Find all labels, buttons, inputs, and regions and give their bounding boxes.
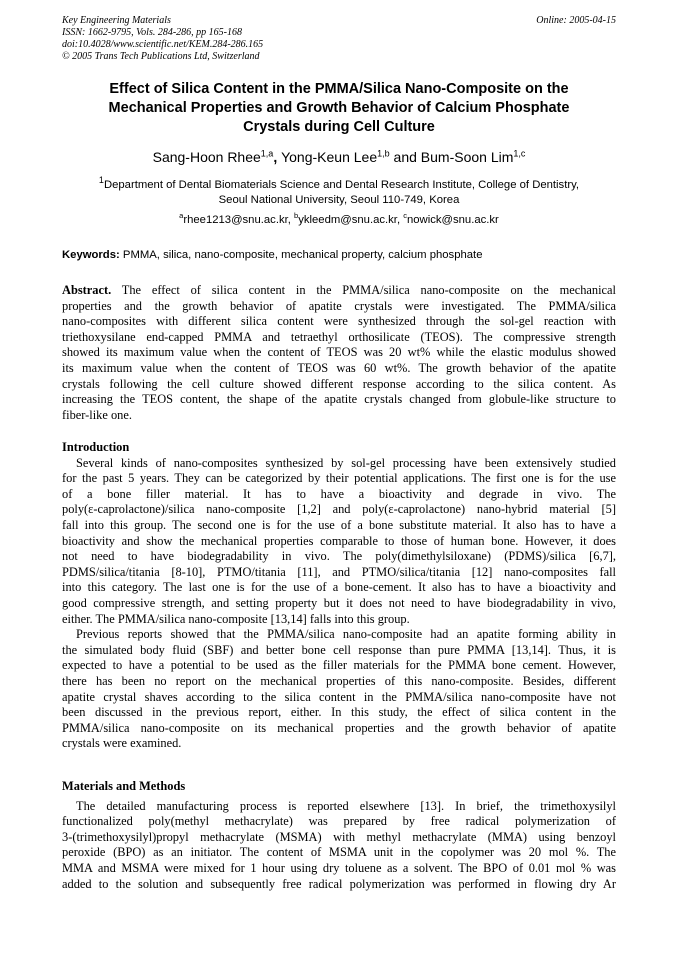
abstract-section xyxy=(62,283,616,423)
text-line: increasing the TEOS content, the shape of the apatite crystals changed from globule-like structure to xyxy=(62,392,616,407)
methods-section xyxy=(62,779,616,892)
text-line: crystals were examined. xyxy=(62,736,182,751)
title-line: Crystals during Cell Culture xyxy=(243,119,435,135)
text-line: triethoxysilane end-capped PMMA and tetraethyl orthosilicate (TEOS). The compressive strength xyxy=(62,329,616,344)
copyright-line: © 2005 Trans Tech Publications Ltd, Switzerland xyxy=(62,51,260,62)
author-superscript: 1,c xyxy=(513,148,526,159)
paper-title xyxy=(62,80,616,137)
text-line-rest: The effect of silica content in the PMMA/silica nano-composite on the mechanical xyxy=(111,283,616,297)
text-line: the simulated body fluid (SBF) and better bone cell response than pure PMMA [13,14]. Thus, it is xyxy=(62,642,616,657)
abstract-label: Abstract. xyxy=(62,283,112,297)
email-address: nowick@snu.ac.kr xyxy=(406,214,499,226)
text-line: its maximum value when the content of TEOS was 60 wt%. The growth behavior of the apatite xyxy=(62,360,616,375)
doi-line: doi:10.4028/www.scientific.net/KEM.284-286.165 xyxy=(62,39,264,50)
journal-name: Key Engineering Materials xyxy=(62,15,171,26)
keywords-text: PMMA, silica, nano-composite, mechanical property, calcium phosphate xyxy=(119,249,483,261)
issn-line: ISSN: 1662-9795, Vols. 284-286, pp 165-168 xyxy=(62,27,242,38)
author-list xyxy=(62,148,616,166)
text-line: either. The PMMA/silica nano-composite [13,14] falls into this group. xyxy=(62,611,410,626)
affiliation-line xyxy=(62,175,616,193)
journal-header xyxy=(62,15,616,63)
text-line: into this category. The last one is for the use of a bone-cement. It also has to have a bioactivity and xyxy=(62,580,616,595)
author-separator: and xyxy=(389,149,421,165)
text-line: of a bone filler material. It has to have a bioactivity and degrade in vivo. The xyxy=(62,486,616,501)
email-superscript: b xyxy=(294,211,299,221)
author-superscript: 1,a xyxy=(260,148,274,159)
text-line xyxy=(62,283,616,299)
keywords-label: Keywords: xyxy=(62,249,120,261)
text-line: fiber-like one. xyxy=(62,407,132,422)
paragraph xyxy=(62,627,616,752)
text-line: PDMS/silica/titania [8-10], PTMO/titania [11], and PTMO/silica/titania [12] nano-composites fall xyxy=(62,564,616,579)
email-superscript: a xyxy=(179,211,184,221)
author-name: Yong-Keun Lee xyxy=(281,149,378,165)
text-line: bioactivity and show the mechanical properties comparable to those of human bone. However, it does xyxy=(62,533,616,548)
email-list xyxy=(62,213,616,227)
text-line: crystals following the cell culture showed different response according to the silica content. As xyxy=(62,376,616,391)
affiliation-superscript: 1 xyxy=(98,175,104,186)
text-line: good compressive strength, and setting property but it does not need to have biodegradability in vivo, xyxy=(62,595,616,610)
text-line: not need to have biodegradability in vivo. The poly(dimethylsiloxane) (PDMS)/silica [6,7], xyxy=(62,549,616,564)
text-line: for the past 5 years. They can be categorized by their potential applications. The first one is for the use xyxy=(62,471,616,486)
text-line: 3-(trimethoxysilyl)propyl methacrylate (MSMA) with methyl methacrylate (MMA) using benzoyl xyxy=(62,829,616,844)
paragraph xyxy=(62,456,616,628)
author-superscript: 1,b xyxy=(377,148,390,159)
author-separator: , xyxy=(273,149,282,165)
text-line: peroxide (BPO) as an initiator. The content of MSMA unit in the copolymer was 20 mol %. The xyxy=(62,845,616,860)
section-heading: Introduction xyxy=(62,440,130,454)
online-date: Online: 2005-04-15 xyxy=(536,15,616,26)
affiliation-text: Department of Dental Biomaterials Science and Dental Research Institute, College of Dentistry, xyxy=(103,179,580,191)
text-line: fall into this group. The second one is for the use of a bone substitute material. It also has to have a xyxy=(62,517,616,532)
text-line: nano-composites with different silica content were synthesized through the sol-gel reaction with xyxy=(62,314,616,329)
text-line: MMA and MSMA were mixed for 1 hour using dry toluene as a solvent. The BPO of 0.01 mol % was xyxy=(62,860,616,875)
text-line: PMMA/silica nano-composite on its mechanical properties and the growth behavior of apatite xyxy=(62,720,616,735)
email-address: ykleedm@snu.ac.kr, xyxy=(298,214,404,226)
affiliation-line: Seoul National University, Seoul 110-749, Korea xyxy=(218,194,460,206)
author-name: Bum-Soon Lim xyxy=(420,149,514,165)
paragraph xyxy=(62,799,616,893)
text-line: there has been no report on the mechanical properties of this nano-composite. Besides, different xyxy=(62,673,616,688)
introduction-section xyxy=(62,440,616,752)
text-line: properties and the growth behavior of apatite crystals were investigated. The PMMA/silica xyxy=(62,298,616,313)
text-line: Several kinds of nano-composites synthesized by sol-gel processing have been extensively studied xyxy=(76,455,616,470)
text-line: added to the solution and subsequently free radical polymerization was performed in flowing dry Ar xyxy=(62,876,616,891)
keywords xyxy=(62,248,616,262)
text-line: poly(ε-caprolactone)/silica nano-composite [1,2] and poly(ε-caprolactone) nano-hybrid material [5] xyxy=(62,502,616,517)
author-name: Sang-Hoon Rhee xyxy=(152,149,261,165)
affiliation xyxy=(62,175,616,208)
title-line: Mechanical Properties and Growth Behavior of Calcium Phosphate xyxy=(108,100,570,116)
text-line: Previous reports showed that the PMMA/silica nano-composite had an apatite forming ability in xyxy=(76,627,616,642)
text-line: expected to have a potential to be used as the filler materials for the PMMA bone cement. However, xyxy=(62,658,616,673)
text-line: apatite crystal shaves according to the silica content in the PMMA/silica nano-composite have not xyxy=(62,689,616,704)
text-line: functionalized poly(methyl methacrylate) was prepared by free radical polymerization of xyxy=(62,814,616,829)
title-line: Effect of Silica Content in the PMMA/Silica Nano-Composite on the xyxy=(109,81,569,97)
text-line: showed its maximum value when the content of TEOS was 20 wt% while the elastic modulus showed xyxy=(62,345,616,360)
section-heading: Materials and Methods xyxy=(62,779,186,793)
text-line: The detailed manufacturing process is reported elsewhere [13]. In brief, the trimethoxysilyl xyxy=(76,798,616,813)
email-superscript: c xyxy=(403,211,407,221)
email-address: rhee1213@snu.ac.kr, xyxy=(183,214,295,226)
text-line: been discussed in the previous report, either. In this study, the effect of silica content in the xyxy=(62,705,616,720)
